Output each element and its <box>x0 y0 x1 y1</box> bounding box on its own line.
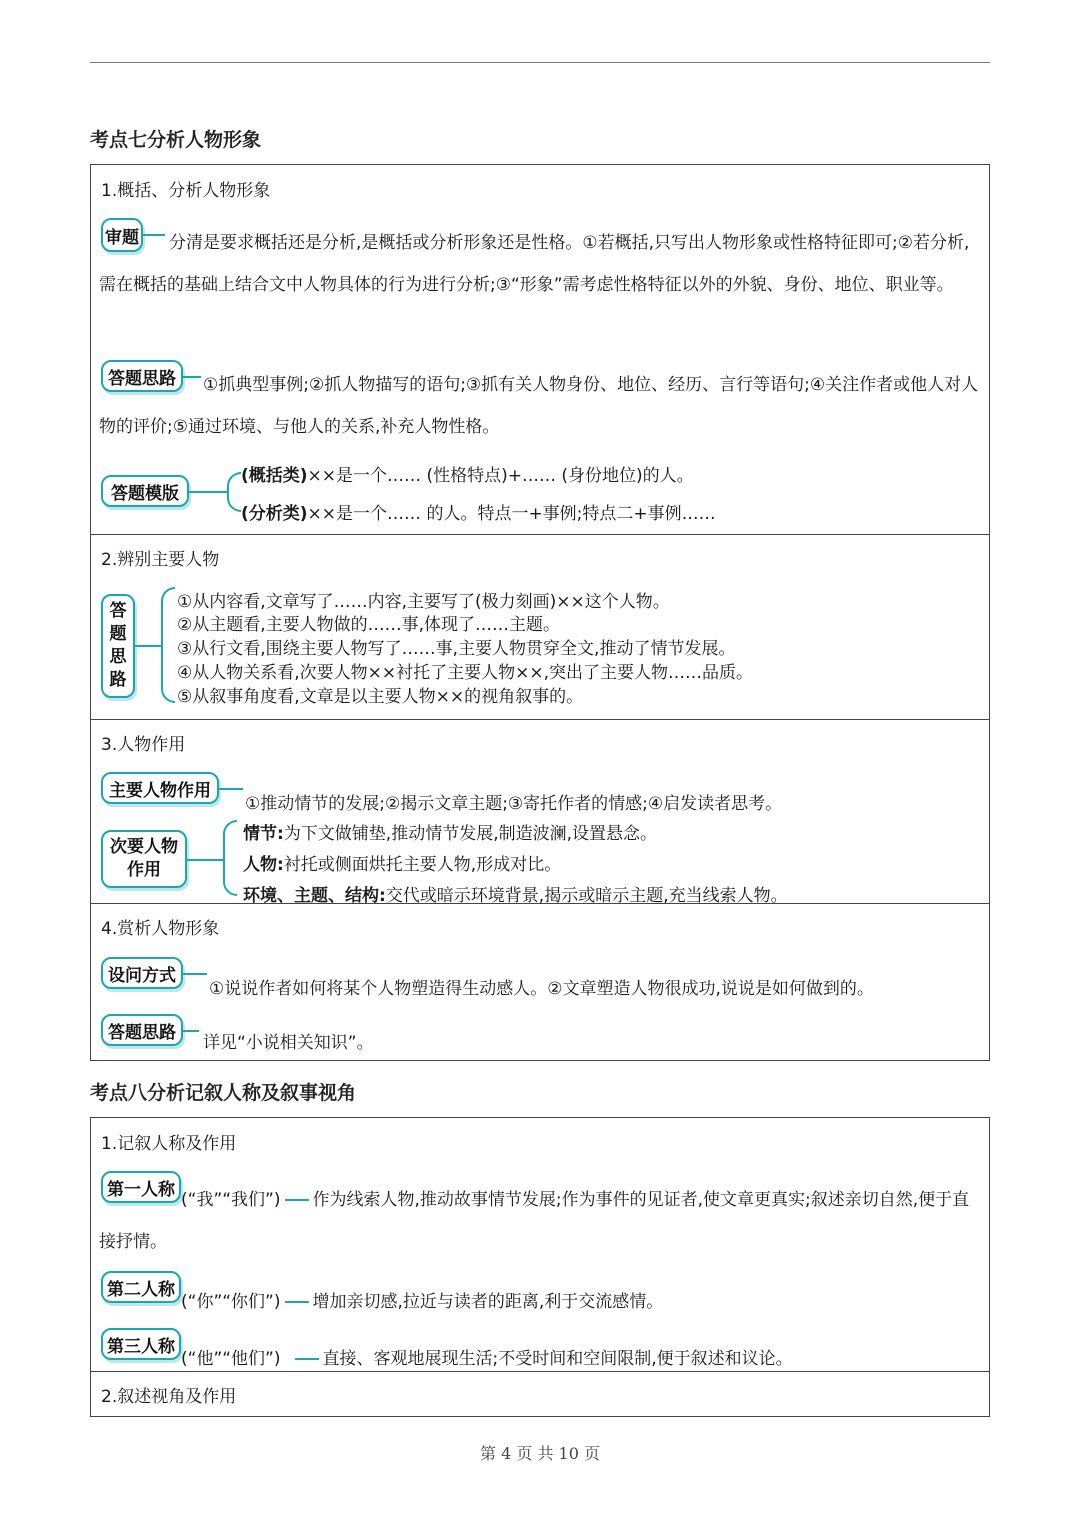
section-title: 1.记叙人称及作用 <box>101 1134 237 1154</box>
approach-text: 详见“小说相关知识”。 <box>203 1033 374 1053</box>
list-item: ④从人物关系看,次要人物××衬托了主要人物××,突出了主要人物……品质。 <box>177 663 754 683</box>
minor-role-item <box>243 850 561 875</box>
section-heading-point7: 考点七分析人物形象 <box>90 129 262 151</box>
tag-line: 作用 <box>127 860 161 880</box>
tag-approach: 答题思路 <box>101 360 183 392</box>
section-title: 3.人物作用 <box>101 735 186 755</box>
list-item: ③从行文看,围绕主要人物写了……事,主要人物贯穿全文,推动了情节发展。 <box>177 639 736 659</box>
tag-minor-role <box>101 830 187 888</box>
tag-approach: 答题思路 <box>101 1014 183 1046</box>
section-title: 1.概括、分析人物形象 <box>101 181 271 201</box>
tag-template: 答题模版 <box>101 475 189 507</box>
tag-char: 路 <box>109 670 127 690</box>
point7-section-1 <box>91 165 989 534</box>
point7-section-4 <box>91 903 989 1060</box>
template-text: ××是一个…… 的人。特点一+事例;特点二+事例…… <box>307 504 716 524</box>
bracket <box>227 472 241 512</box>
tag-main-role: 主要人物作用 <box>101 772 219 804</box>
connector-line <box>295 1358 319 1360</box>
section-title: 2.叙述视角及作用 <box>101 1387 237 1407</box>
person-note: (“你”“你们”) <box>181 1292 281 1312</box>
first-person-text <box>99 1179 983 1263</box>
point7-section-3 <box>91 719 989 906</box>
tag-approach-vertical <box>101 594 135 698</box>
template-label: (分析类) <box>241 504 308 524</box>
point7-section-2 <box>91 534 989 719</box>
list-item: ⑤从叙事角度看,文章是以主要人物××的视角叙事的。 <box>177 687 584 707</box>
tag-first-person: 第一人称 <box>101 1171 181 1203</box>
item-text: 衬托或侧面烘托主要人物,形成对比。 <box>283 855 562 875</box>
connector-line <box>183 973 207 975</box>
item-label: 环境、主题、结构: <box>243 886 386 906</box>
top-rule <box>90 62 990 63</box>
item-label: 人物: <box>243 855 284 875</box>
minor-role-item <box>243 819 657 844</box>
bracket <box>223 820 237 896</box>
tag-ask-method: 设问方式 <box>101 957 183 989</box>
person-text: 作为线索人物,推动故事情节发展;作为事件的见证者,使文章更真实;叙述亲切自然,便于直接抒情。 <box>99 1190 970 1252</box>
second-person-line <box>181 1287 663 1312</box>
template-text: ××是一个…… (性格特点)+…… (身份地位)的人。 <box>307 466 694 486</box>
item-text: 交代或暗示环境背景,揭示或暗示主题,充当线索人物。 <box>385 886 788 906</box>
tag-review: 审题 <box>101 218 143 252</box>
item-text: 为下文做铺垫,推动情节发展,制造波澜,设置悬念。 <box>283 824 658 844</box>
review-text: 分清是要求概括还是分析,是概括或分析形象还是性格。①若概括,只写出人物形象或性格特征即可;②若分析,需在概括的基础上结合文中人物具体的行为进行分析;③“形象”需考虑性格特征以外的外貌、身份、地位、职业等。 <box>99 233 970 295</box>
item-label: 情节: <box>243 824 284 844</box>
approach-text: ①抓典型事例;②抓人物描写的语句;③抓有关人物身份、地位、经历、言行等语句;④关注作者或他人对人物的评价;⑤通过环境、与他人的关系,补充人物性格。 <box>99 375 979 437</box>
list-item: ①从内容看,文章写了……内容,主要写了(极力刻画)××这个人物。 <box>177 592 670 612</box>
connector-line <box>219 788 243 790</box>
point7-table <box>90 164 990 1061</box>
template-label: (概括类) <box>241 466 308 486</box>
person-text: 增加亲切感,拉近与读者的距离,利于交流感情。 <box>312 1292 664 1312</box>
connector-line <box>285 1199 309 1201</box>
section-heading-point8: 考点八分析记叙人称及叙事视角 <box>90 1082 357 1104</box>
main-role-text: ①推动情节的发展;②揭示文章主题;③寄托作者的情感;④启发读者思考。 <box>245 794 783 814</box>
connector-line <box>135 645 161 647</box>
section-title: 2.辨别主要人物 <box>101 550 220 570</box>
bracket <box>161 587 175 703</box>
person-note: (“我”“我们”) <box>181 1190 281 1210</box>
tag-char: 题 <box>109 624 127 644</box>
tag-second-person: 第二人称 <box>101 1271 181 1303</box>
point8-section-1 <box>91 1118 989 1371</box>
connector-line <box>187 859 223 861</box>
list-item: ②从主题看,主要人物做的……事,体现了……主题。 <box>177 615 561 635</box>
point8-section-2 <box>91 1371 989 1416</box>
ask-text: ①说说作者如何将某个人物塑造得生动感人。②文章塑造人物很成功,说说是如何做到的。 <box>209 979 874 999</box>
section-title: 4.赏析人物形象 <box>101 919 220 939</box>
third-person-line <box>181 1344 793 1369</box>
template-line-1 <box>241 461 694 486</box>
person-text: 直接、客观地展现生活;不受时间和空间限制,便于叙述和议论。 <box>322 1349 793 1369</box>
connector-line <box>189 491 227 493</box>
tag-line: 次要人物 <box>110 837 178 857</box>
page-footer: 第 4 页 共 10 页 <box>480 1444 600 1463</box>
tag-char: 思 <box>109 647 127 667</box>
point8-table <box>90 1117 990 1417</box>
template-line-2 <box>241 499 716 524</box>
tag-char: 答 <box>109 601 127 621</box>
connector-line <box>285 1301 309 1303</box>
person-note: (“他”“他们”) <box>181 1349 281 1369</box>
connector-line <box>183 1030 199 1032</box>
tag-third-person: 第三人称 <box>101 1328 181 1360</box>
